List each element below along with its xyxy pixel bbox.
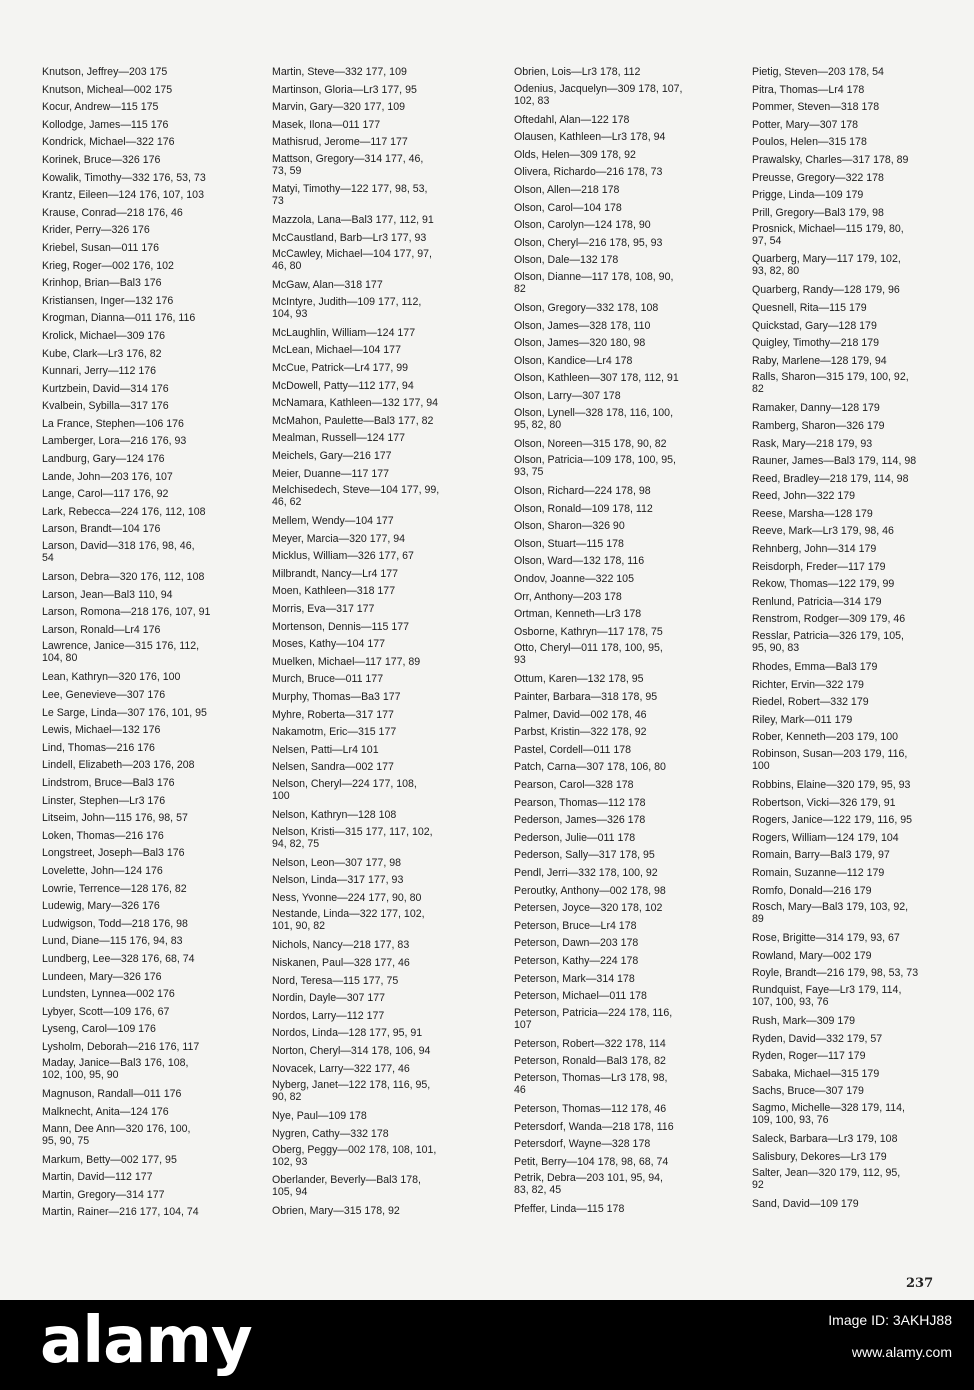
index-entry: Peterson, Kathy—224 178	[514, 954, 639, 967]
index-entry: Pitra, Thomas—Lr4 178	[752, 83, 865, 96]
index-entry: Oftedahl, Alan—122 178	[514, 113, 630, 126]
index-entry: Olson, Dianne—117 178, 108, 90, 82	[514, 270, 674, 295]
index-entry: Olson, Carolyn—124 178, 90	[514, 219, 651, 232]
index-entry: Quarberg, Randy—128 179, 96	[752, 284, 900, 297]
index-entry: Prawalsky, Charles—317 178, 89	[752, 153, 909, 166]
index-entry: Olausen, Kathleen—Lr3 178, 94	[514, 131, 666, 144]
index-entry: Krolick, Michael—309 176	[42, 329, 166, 342]
index-entry: Ralls, Sharon—315 179, 100, 92, 82	[752, 371, 909, 396]
index-entry: Nelson, Kristi—315 177, 117, 102, 94, 82, 75	[272, 825, 433, 850]
index-entry: Krider, Perry—326 176	[42, 224, 150, 237]
index-entry: Raby, Marlene—128 179, 94	[752, 354, 887, 367]
index-entry: Olson, Ward—132 178, 116	[514, 555, 645, 568]
index-entry: Reeve, Mark—Lr3 179, 98, 46	[752, 525, 894, 538]
index-entry: Meichels, Gary—216 177	[272, 449, 392, 462]
index-entry: Marvin, Gary—320 177, 109	[272, 101, 406, 114]
index-entry: Pederson, Sally—317 178, 95	[514, 849, 655, 862]
page-number: 237	[906, 1276, 934, 1291]
index-entry: Peterson, Bruce—Lr4 178	[514, 919, 637, 932]
index-entry: Olson, Lynell—328 178, 116, 100, 95, 82, 80	[514, 406, 674, 431]
index-column-2	[272, 64, 497, 1221]
index-entry: Riedel, Robert—332 179	[752, 696, 869, 709]
index-entry: Landburg, Gary—124 176	[42, 453, 165, 466]
index-entry: Martin, David—112 177	[42, 1171, 153, 1184]
index-entry: McIntyre, Judith—109 177, 112, 104, 93	[272, 295, 422, 320]
index-entry: Robbins, Elaine—320 179, 95, 93	[752, 779, 911, 791]
index-entry: Lange, Carol—117 176, 92	[42, 488, 169, 501]
index-entry: Larson, Ronald—Lr4 176	[42, 623, 161, 636]
index-entry: Pommer, Steven—318 178	[752, 101, 880, 114]
index-entry: Mattson, Gregory—314 177, 46, 73, 59	[272, 152, 424, 177]
index-entry: Sabaka, Michael—315 179	[752, 1067, 880, 1080]
index-entry: Otto, Cheryl—011 178, 100, 95, 93	[514, 642, 663, 667]
index-entry: Ness, Yvonne—224 177, 90, 80	[272, 891, 422, 904]
index-entry: Meier, Duanne—117 177	[272, 467, 390, 480]
index-entry: Murch, Bruce—011 177	[272, 673, 384, 686]
index-entry: Salisbury, Dekores—Lr3 179	[752, 1150, 887, 1163]
index-entry: Lean, Kathryn—320 176, 100	[42, 671, 181, 684]
index-entry: Meyer, Marcia—320 177, 94	[272, 532, 406, 545]
index-entry: Rush, Mark—309 179	[752, 1014, 856, 1027]
index-entry: Krantz, Eileen—124 176, 107, 103	[42, 189, 204, 202]
index-entry: Olson, Ronald—109 178, 112	[514, 502, 653, 515]
index-entry: Lund, Diane—115 176, 94, 83	[42, 935, 183, 948]
index-entry: Lundeen, Mary—326 176	[42, 970, 162, 983]
index-entry: Pendl, Jerri—332 178, 100, 92	[514, 866, 658, 879]
index-entry: Riley, Mark—011 179	[752, 713, 853, 726]
index-entry: Lysholm, Deborah—216 176, 117	[42, 1040, 200, 1053]
index-entry: Lindstrom, Bruce—Bal3 176	[42, 776, 175, 789]
index-entry: Peterson, Dawn—203 178	[514, 937, 639, 950]
index-entry: Markum, Betty—002 177, 95	[42, 1153, 177, 1166]
index-entry: Kvalbein, Sybilla—317 176	[42, 400, 169, 413]
index-entry: Prigge, Linda—109 179	[752, 189, 864, 202]
index-entry: Kondrick, Michael—322 176	[42, 136, 175, 149]
index-entry: Lewis, Michael—132 176	[42, 724, 161, 737]
index-entry: Pietig, Steven—203 178, 54	[752, 66, 884, 78]
index-entry: Larson, Jean—Bal3 110, 94	[42, 588, 173, 601]
index-entry: Myhre, Roberta—317 177	[272, 708, 394, 721]
index-entry: Peroutky, Anthony—002 178, 98	[514, 884, 666, 897]
index-entry: Olson, Carol—104 178	[514, 201, 622, 214]
index-entry: Rose, Brigitte—314 179, 93, 67	[752, 932, 900, 945]
index-entry: Robinson, Susan—203 179, 116, 100	[752, 748, 908, 772]
index-entry: La France, Stephen—106 176	[42, 417, 184, 430]
index-entry: Peterson, Thomas—Lr3 178, 98, 46	[514, 1071, 668, 1096]
index-entry: Rosch, Mary—Bal3 179, 103, 92, 89	[752, 901, 909, 926]
index-entry: Romain, Barry—Bal3 179, 97	[752, 849, 890, 862]
index-entry: Poulos, Helen—315 178	[752, 136, 867, 149]
index-entry: McMahon, Paulette—Bal3 177, 82	[272, 414, 434, 427]
index-entry: Kristiansen, Inger—132 176	[42, 294, 174, 307]
index-entry: Mealman, Russell—124 177	[272, 432, 406, 445]
index-entry: Le Sarge, Linda—307 176, 101, 95	[42, 706, 207, 719]
index-entry: Sagmo, Michelle—328 179, 114, 109, 100, 93, 76	[752, 1101, 905, 1126]
index-entry: Olson, Richard—224 178, 98	[514, 485, 651, 498]
index-entry: Longstreet, Joseph—Bal3 176	[42, 847, 185, 860]
index-entry: Nelsen, Sandra—002 177	[272, 761, 394, 774]
index-entry: Lark, Rebecca—224 176, 112, 108	[42, 505, 206, 518]
index-entry: Nelson, Kathryn—128 108	[272, 809, 397, 821]
image-id-label: Image ID: 3AKHJ88	[828, 1312, 952, 1328]
index-entry: Rekow, Thomas—122 179, 99	[752, 578, 895, 591]
index-entry: Magnuson, Randall—011 176	[42, 1088, 182, 1101]
index-entry: Micklus, William—326 177, 67	[272, 550, 414, 563]
index-entry: Pearson, Thomas—112 178	[514, 796, 646, 809]
index-entry: Pastel, Cordell—011 178	[514, 743, 631, 756]
index-entry: Krogman, Dianna—011 176, 116	[42, 312, 196, 325]
index-entry: Pearson, Carol—328 178	[514, 779, 634, 791]
index-entry: Moen, Kathleen—318 177	[272, 585, 396, 598]
index-entry: Lamberger, Lora—216 176, 93	[42, 435, 187, 448]
index-entry: Lee, Genevieve—307 176	[42, 689, 166, 701]
index-entry: Olson, Patricia—109 178, 100, 95, 93, 75	[514, 454, 676, 479]
index-entry: Martinson, Gloria—Lr3 177, 95	[272, 83, 417, 96]
index-entry: Nordos, Larry—112 177	[272, 1009, 385, 1022]
index-entry: Olson, Cheryl—216 178, 95, 93	[514, 236, 663, 249]
index-entry: Kowalik, Timothy—332 176, 53, 73	[42, 171, 206, 184]
index-entry: Renlund, Patricia—314 179	[752, 595, 882, 608]
index-entry: Quarberg, Mary—117 179, 102, 93, 82, 80	[752, 253, 901, 278]
index-entry: Reed, Bradley—218 179, 114, 98	[752, 472, 909, 485]
index-entry: Kocur, Andrew—115 175	[42, 101, 159, 114]
index-entry: Lovelette, John—124 176	[42, 864, 163, 877]
index-entry: Rober, Kenneth—203 179, 100	[752, 731, 899, 744]
site-url-label: www.alamy.com	[851, 1344, 952, 1360]
index-entry: Lande, John—203 176, 107	[42, 470, 173, 483]
index-entry: Olson, Larry—307 178	[514, 389, 621, 402]
index-entry: Knutson, Jeffrey—203 175	[42, 66, 168, 78]
index-entry: Rhodes, Emma—Bal3 179	[752, 661, 878, 674]
index-entry: Quesnell, Rita—115 179	[752, 301, 867, 314]
index-entry: Niskanen, Paul—328 177, 46	[272, 956, 410, 969]
index-entry: Rogers, Janice—122 179, 116, 95	[752, 814, 912, 827]
index-entry: Olson, James—328 178, 110	[514, 319, 651, 332]
index-entry: Milbrandt, Nancy—Lr4 177	[272, 567, 399, 580]
index-entry: Olson, Dale—132 178	[514, 254, 619, 267]
index-entry: Rask, Mary—218 179, 93	[752, 437, 873, 450]
index-entry: Rundquist, Faye—Lr3 179, 114, 107, 100, 93, 76	[752, 983, 902, 1008]
index-entry: Larson, Romona—218 176, 107, 91	[42, 606, 211, 619]
index-entry: Obrien, Lois—Lr3 178, 112	[514, 66, 641, 78]
index-entry: Krause, Conrad—218 176, 46	[42, 206, 183, 219]
index-entry: Salter, Jean—320 179, 112, 95, 92	[752, 1167, 901, 1192]
index-entry: Ondov, Joanne—322 105	[514, 573, 634, 586]
index-entry: Rehnberg, John—314 179	[752, 543, 877, 556]
index-entry: Potter, Mary—307 178	[752, 118, 858, 131]
index-entry: Lyseng, Carol—109 176	[42, 1023, 156, 1036]
index-entry: Olson, Sharon—326 90	[514, 520, 625, 533]
index-entry: Ramberg, Sharon—326 179	[752, 419, 885, 432]
index-entry: Larson, David—318 176, 98, 46, 54	[42, 540, 195, 565]
index-entry: Peterson, Ronald—Bal3 178, 82	[514, 1055, 666, 1068]
index-entry: Korinek, Bruce—326 176	[42, 153, 161, 166]
index-entry: Larson, Debra—320 176, 112, 108	[42, 571, 205, 584]
index-entry: Obrien, Mary—315 178, 92	[272, 1205, 400, 1218]
index-entry: Ryden, Roger—117 179	[752, 1050, 866, 1063]
index-entry: Resslar, Patricia—326 179, 105, 95, 90, 83	[752, 630, 904, 655]
index-entry: Lindell, Elizabeth—203 176, 208	[42, 759, 195, 772]
index-entry: Richter, Ervin—322 179	[752, 678, 864, 691]
index-entry: Muelken, Michael—117 177, 89	[272, 655, 421, 668]
index-entry: Nygren, Cathy—332 178	[272, 1127, 389, 1140]
index-column-3	[514, 64, 739, 1219]
index-entry: Reese, Marsha—128 179	[752, 507, 873, 520]
index-entry: McNamara, Kathleen—132 177, 94	[272, 397, 439, 410]
index-entry: Peterson, Michael—011 178	[514, 990, 647, 1003]
index-entry: Knutson, Micheal—002 175	[42, 83, 173, 96]
index-entry: Romain, Suzanne—112 179	[752, 866, 885, 879]
index-entry: Nestande, Linda—322 177, 102, 101, 90, 82	[272, 908, 425, 933]
index-entry: Malknecht, Anita—124 176	[42, 1106, 169, 1119]
index-entry: Maday, Janice—Bal3 176, 108, 102, 100, 95, 90	[42, 1057, 189, 1082]
index-entry: Olson, Kandice—Lr4 178	[514, 354, 633, 367]
index-entry: Pederson, James—326 178	[514, 814, 646, 827]
index-entry: Romfo, Donald—216 179	[752, 884, 872, 897]
index-entry: Kriebel, Susan—011 176	[42, 241, 160, 254]
index-entry: Peterson, Robert—322 178, 114	[514, 1037, 666, 1050]
index-entry: Odenius, Jacquelyn—309 178, 107, 102, 83	[514, 82, 683, 107]
index-entry: Olson, James—320 180, 98	[514, 337, 646, 350]
index-entry: Ottum, Karen—132 178, 95	[514, 673, 644, 686]
index-entry: Norton, Cheryl—314 178, 106, 94	[272, 1044, 431, 1057]
index-entry: Linster, Stephen—Lr3 176	[42, 794, 166, 807]
index-entry: Larson, Brandt—104 176	[42, 523, 161, 536]
index-entry: Nakamotm, Eric—315 177	[272, 726, 397, 739]
index-entry: Peterson, Thomas—112 178, 46	[514, 1102, 667, 1115]
index-entry: Ortman, Kenneth—Lr3 178	[514, 608, 642, 621]
index-entry: Martin, Rainer—216 177, 104, 74	[42, 1206, 199, 1219]
index-entry: Nelson, Cheryl—224 177, 108, 100	[272, 778, 417, 802]
index-column-1	[42, 64, 252, 1222]
index-entry: Lybyer, Scott—109 176, 67	[42, 1005, 170, 1018]
index-entry: Kollodge, James—115 176	[42, 118, 169, 131]
index-entry: Melchisedech, Steve—104 177, 99, 46, 62	[272, 484, 440, 509]
index-entry: Olds, Helen—309 178, 92	[514, 148, 636, 161]
index-entry: Kube, Clark—Lr3 176, 82	[42, 347, 162, 360]
index-entry: Painter, Barbara—318 178, 95	[514, 691, 658, 704]
index-entry: Petrik, Debra—203 101, 95, 94, 83, 82, 45	[514, 1172, 663, 1197]
index-entry: Renstrom, Rodger—309 179, 46	[752, 613, 906, 626]
index-entry: Nelsen, Patti—Lr4 101	[272, 743, 379, 756]
index-entry: Litseim, John—115 176, 98, 57	[42, 812, 188, 825]
index-entry: Olson, Kathleen—307 178, 112, 91	[514, 372, 679, 385]
index-entry: Rogers, William—124 179, 104	[752, 831, 899, 844]
index-entry: Olson, Allen—218 178	[514, 183, 620, 196]
index-entry: Olivera, Richardo—216 178, 73	[514, 166, 663, 179]
index-entry: Olson, Stuart—115 178	[514, 537, 624, 550]
index-entry: McDowell, Patty—112 177, 94	[272, 379, 414, 392]
index-entry: Matyi, Timothy—122 177, 98, 53, 73	[272, 182, 428, 207]
index-entry: Nichols, Nancy—218 177, 83	[272, 939, 410, 952]
index-entry: Ludewig, Mary—326 176	[42, 900, 160, 913]
index-entry: Lundsten, Lynnea—002 176	[42, 988, 175, 1001]
index-entry: Sachs, Bruce—307 179	[752, 1085, 864, 1098]
index-entry: McLaughlin, William—124 177	[272, 326, 416, 339]
index-entry: Prosnick, Michael—115 179, 80, 97, 54	[752, 223, 904, 248]
index-entry: Nye, Paul—109 178	[272, 1110, 367, 1123]
index-entry: McCawley, Michael—104 177, 97, 46, 80	[272, 248, 432, 273]
index-entry: McCue, Patrick—Lr4 177, 99	[272, 361, 409, 374]
index-entry: Martin, Steve—332 177, 109	[272, 66, 407, 78]
index-entry: Nelson, Linda—317 177, 93	[272, 874, 404, 887]
index-entry: Pfeffer, Linda—115 178	[514, 1203, 625, 1216]
index-entry: Murphy, Thomas—Ba3 177	[272, 691, 401, 704]
index-entry: Petersdorf, Wayne—328 178	[514, 1138, 651, 1151]
index-entry: Peterson, Patricia—224 178, 116, 107	[514, 1006, 673, 1031]
index-entry: Mazzola, Lana—Bal3 177, 112, 91	[272, 213, 434, 226]
index-entry: Krinhop, Brian—Bal3 176	[42, 277, 162, 290]
index-entry: Kurtzbein, David—314 176	[42, 382, 169, 395]
index-entry: Nordos, Linda—128 177, 95, 91	[272, 1027, 423, 1040]
index-entry: Lind, Thomas—216 176	[42, 741, 155, 754]
index-entry: Sand, David—109 179	[752, 1198, 859, 1211]
index-entry: Mellem, Wendy—104 177	[272, 515, 394, 528]
index-entry: Loken, Thomas—216 176	[42, 829, 164, 842]
index-entry: Oberlander, Beverly—Bal3 178, 105, 94	[272, 1174, 421, 1199]
index-entry: Olson, Gregory—332 178, 108	[514, 301, 659, 314]
index-entry: Masek, Ilona—011 177	[272, 118, 381, 131]
index-entry: Lowrie, Terrence—128 176, 82	[42, 882, 187, 895]
index-entry: Ramaker, Danny—128 179	[752, 402, 880, 415]
alamy-logo: alamy	[40, 1304, 252, 1378]
index-entry: Orr, Anthony—203 178	[514, 590, 622, 603]
index-entry: Oberg, Peggy—002 178, 108, 101, 102, 93	[272, 1144, 437, 1169]
index-entry: Olson, Noreen—315 178, 90, 82	[514, 437, 667, 450]
index-entry: Ryden, David—332 179, 57	[752, 1032, 883, 1045]
index-entry: Moses, Kathy—104 177	[272, 638, 386, 651]
index-entry: Rauner, James—Bal3 179, 114, 98	[752, 455, 917, 468]
index-entry: Nyberg, Janet—122 178, 116, 95, 90, 82	[272, 1079, 431, 1104]
index-column-4	[752, 64, 962, 1214]
index-entry: Preusse, Gregory—322 178	[752, 171, 884, 184]
index-entry: McLean, Michael—104 177	[272, 344, 401, 357]
index-entry: Mann, Dee Ann—320 176, 100, 95, 90, 75	[42, 1122, 191, 1147]
index-entry: Morris, Eva—317 177	[272, 603, 375, 616]
index-entry: Novacek, Larry—322 177, 46	[272, 1062, 410, 1075]
index-entry: Robertson, Vicki—326 179, 91	[752, 796, 896, 809]
index-entry: Rowland, Mary—002 179	[752, 949, 872, 962]
index-entry: Krieg, Roger—002 176, 102	[42, 259, 174, 272]
index-entry: Palmer, David—002 178, 46	[514, 708, 647, 721]
index-entry: Parbst, Kristin—322 178, 92	[514, 726, 647, 739]
index-entry: Mathisrud, Jerome—117 177	[272, 136, 408, 149]
index-entry: Martin, Gregory—314 177	[42, 1188, 165, 1201]
index-entry: Reed, John—322 179	[752, 490, 856, 503]
index-entry: Nordin, Dayle—307 177	[272, 992, 386, 1005]
index-entry: Mortenson, Dennis—115 177	[272, 620, 410, 633]
index-entry: Ludwigson, Todd—218 176, 98	[42, 917, 188, 930]
index-entry: Lundberg, Lee—328 176, 68, 74	[42, 952, 195, 965]
index-entry: Quickstad, Gary—128 179	[752, 319, 877, 332]
index-entry: Patch, Carna—307 178, 106, 80	[514, 761, 666, 774]
index-entry: Osborne, Kathryn—117 178, 75	[514, 625, 663, 638]
index-entry: Petersdorf, Wanda—218 178, 116	[514, 1120, 674, 1133]
index-entry: McCaustland, Barb—Lr3 177, 93	[272, 231, 427, 244]
index-entry: Nelson, Leon—307 177, 98	[272, 856, 401, 869]
index-entry: Nord, Teresa—115 177, 75	[272, 974, 399, 987]
index-entry: Quigley, Timothy—218 179	[752, 337, 879, 350]
index-entry: Prill, Gregory—Bal3 179, 98	[752, 206, 884, 219]
index-entry: McGaw, Alan—318 177	[272, 279, 383, 292]
index-entry: Kunnari, Jerry—112 176	[42, 365, 157, 378]
index-entry: Peterson, Mark—314 178	[514, 972, 635, 985]
index-entry: Petit, Berry—104 178, 98, 68, 74	[514, 1155, 669, 1168]
index-entry: Pederson, Julie—011 178	[514, 831, 636, 844]
index-entry: Lawrence, Janice—315 176, 112, 104, 80	[42, 640, 200, 665]
index-entry: Reisdorph, Freder—117 179	[752, 560, 886, 573]
index-entry: Saleck, Barbara—Lr3 179, 108	[752, 1132, 898, 1145]
index-entry: Royle, Brandt—216 179, 98, 53, 73	[752, 967, 919, 980]
index-entry: Petersen, Joyce—320 178, 102	[514, 902, 663, 915]
